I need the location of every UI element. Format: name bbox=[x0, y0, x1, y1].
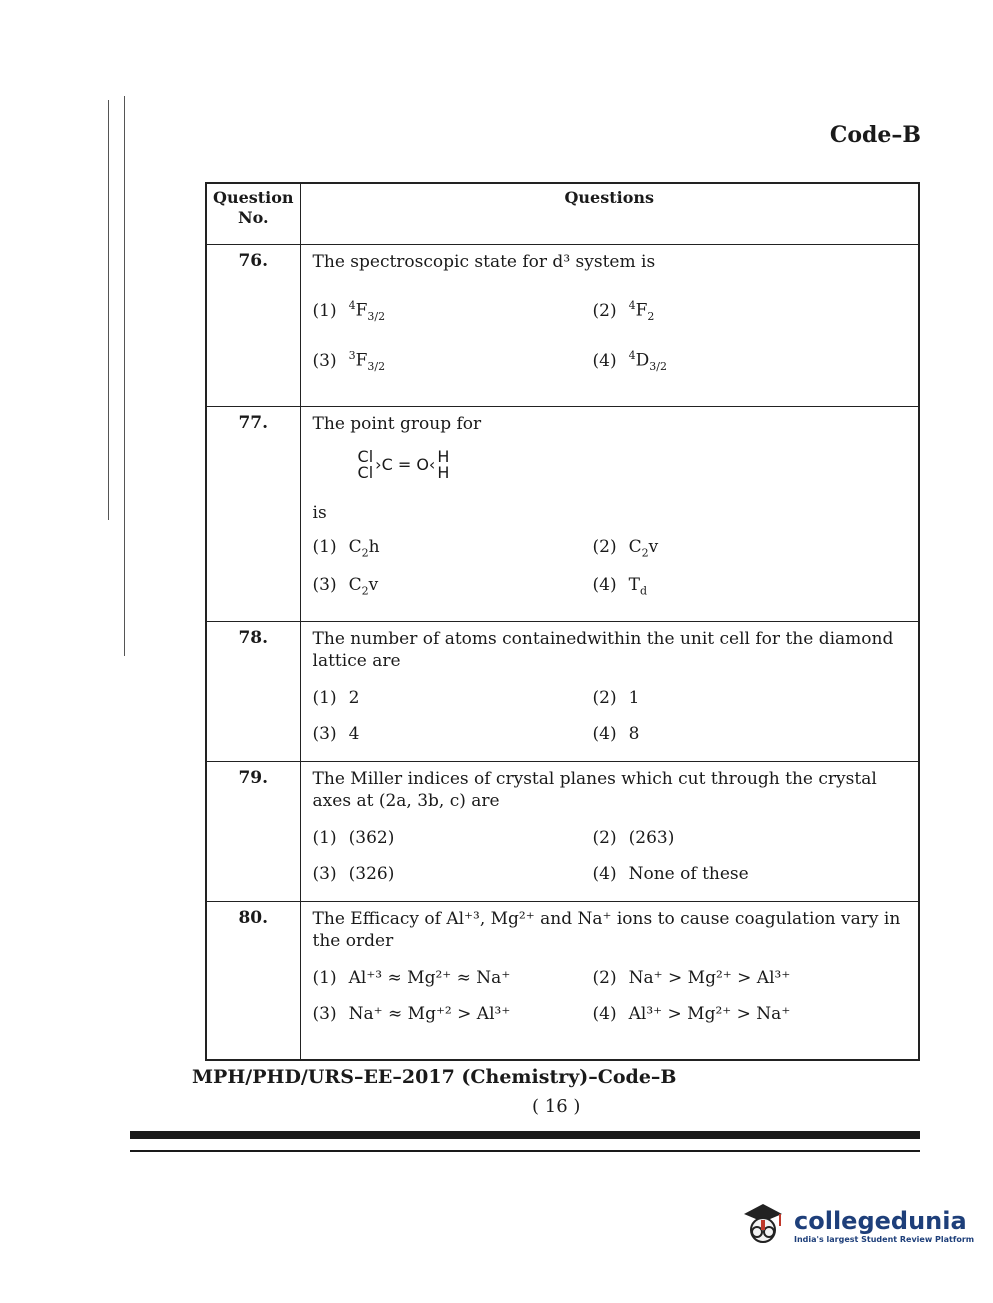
option: (3) Na⁺ ≈ Mg⁺² > Al³⁺ bbox=[312, 1004, 511, 1024]
paper-footer-title: MPH/PHD/URS–EE–2017 (Chemistry)–Code–B bbox=[192, 1066, 677, 1088]
option: (2) $^4F_2$ bbox=[592, 299, 655, 324]
page-number: ( 16 ) bbox=[532, 1096, 581, 1117]
question-stem: The spectroscopic state for d³ system is bbox=[312, 252, 656, 272]
question-table bbox=[205, 182, 920, 1061]
option: (1) 2 bbox=[312, 688, 360, 708]
col-questions: Questions bbox=[300, 183, 919, 245]
option: (4) Al³⁺ > Mg²⁺ > Na⁺ bbox=[592, 1004, 791, 1024]
option: (3) $^3F_{3/2}$ bbox=[312, 349, 386, 374]
question-row bbox=[206, 407, 919, 622]
option: (3) $C_2v$ bbox=[312, 575, 379, 598]
question-stem: The Miller indices of crystal planes which cut through the crystal axes at (2a, 3b, c) are bbox=[312, 769, 877, 811]
question-number: 77. bbox=[206, 407, 300, 622]
option: (4) 8 bbox=[592, 724, 640, 744]
molecule-structure: Cl ›C = O‹ H Cl H bbox=[357, 447, 450, 482]
question-row bbox=[206, 762, 919, 902]
question-number: 78. bbox=[206, 622, 300, 762]
question-number: 76. bbox=[206, 245, 300, 407]
col-question-no: Question No. bbox=[206, 183, 300, 245]
margin-line bbox=[124, 96, 125, 656]
option: (2) 1 bbox=[592, 688, 640, 708]
question-stem: The point group for bbox=[312, 414, 482, 434]
question-stem: The Efficacy of Al⁺³, Mg²⁺ and Na⁺ ions to cause coagulation vary in the order bbox=[312, 909, 901, 951]
option: (4) $^4D_{3/2}$ bbox=[592, 349, 667, 374]
question-row bbox=[206, 902, 919, 1060]
option: (2) (263) bbox=[592, 828, 675, 848]
divider bbox=[130, 1150, 920, 1152]
divider bbox=[130, 1131, 920, 1139]
table-header-row bbox=[206, 183, 919, 245]
paper-code: Code–B bbox=[829, 122, 921, 148]
question-row bbox=[206, 245, 919, 407]
option: (2) Na⁺ > Mg²⁺ > Al³⁺ bbox=[592, 968, 791, 988]
option: (1) (362) bbox=[312, 828, 395, 848]
option: (3) 4 bbox=[312, 724, 360, 744]
question-row bbox=[206, 622, 919, 762]
option: (1) $C_2h$ bbox=[312, 537, 380, 560]
option: (4) $T_d$ bbox=[592, 575, 648, 598]
margin-line bbox=[108, 100, 109, 520]
option: (3) (326) bbox=[312, 864, 395, 884]
option: (2) $C_2v$ bbox=[592, 537, 659, 560]
option: (1) $^4F_{3/2}$ bbox=[312, 299, 386, 324]
brand-name: collegedunia bbox=[794, 1206, 967, 1235]
question-stem: The number of atoms containedwithin the unit cell for the diamond lattice are bbox=[312, 629, 894, 671]
option: (4) None of these bbox=[592, 864, 749, 884]
question-number: 80. bbox=[206, 902, 300, 1060]
brand-tagline: India's largest Student Review Platform bbox=[794, 1234, 975, 1244]
graduate-mascot-icon bbox=[740, 1200, 786, 1250]
stem-continuation: is bbox=[312, 503, 327, 523]
brand-logo bbox=[740, 1200, 974, 1250]
question-number: 79. bbox=[206, 762, 300, 902]
option: (1) Al⁺³ ≈ Mg²⁺ ≈ Na⁺ bbox=[312, 968, 511, 988]
